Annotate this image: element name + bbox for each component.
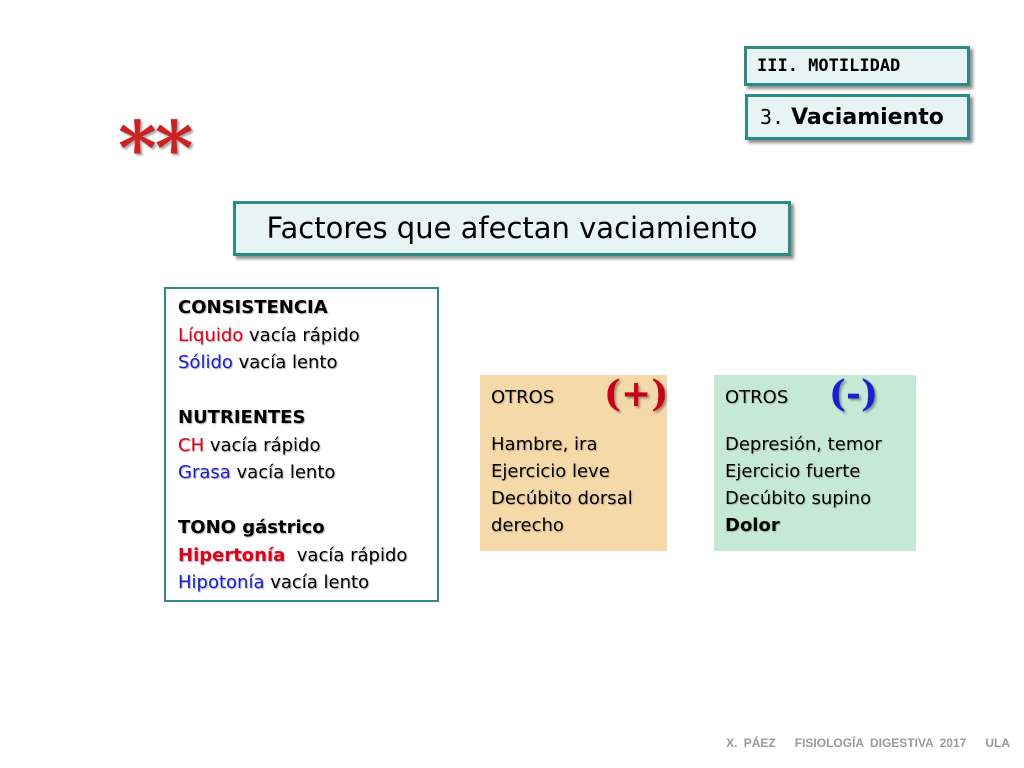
list-item: Decúbito dorsal xyxy=(491,488,633,509)
list-item: Depresión, temor xyxy=(725,434,882,455)
factors-list xyxy=(164,287,439,602)
negative-sign: (-) xyxy=(829,373,879,415)
list-item: Hambre, ira xyxy=(491,434,598,455)
negative-label: OTROS xyxy=(725,387,789,408)
section-label xyxy=(744,46,970,86)
liquido-effect: vacía rápido xyxy=(243,324,360,346)
section-text: III. MOTILIDAD xyxy=(757,56,901,76)
liquido-term: Líquido xyxy=(178,324,244,346)
list-item: derecho xyxy=(491,515,564,536)
solido-term: Sólido xyxy=(178,352,233,373)
hipotonia-effect: vacía lento xyxy=(264,572,370,593)
subsection-label xyxy=(745,94,970,140)
positive-label: OTROS xyxy=(491,387,555,408)
subsection-title: Vaciamiento xyxy=(791,105,944,130)
subsection-number: 3. xyxy=(760,105,785,129)
nutrientes-heading: NUTRIENTES xyxy=(178,407,306,428)
ch-term: CH xyxy=(178,434,205,456)
list-item: Dolor xyxy=(725,515,780,536)
list-item: Decúbito supino xyxy=(725,488,872,509)
hipertonia-term: Hipertonía xyxy=(178,544,286,566)
list-item: Ejercicio leve xyxy=(491,461,610,482)
list-item xyxy=(178,459,437,487)
grasa-term: Grasa xyxy=(178,462,231,483)
footer-credit xyxy=(726,736,1010,750)
asterisk-marker: ** xyxy=(118,106,192,192)
list-item xyxy=(178,569,437,597)
negative-factors-panel xyxy=(714,375,916,551)
hipotonia-term: Hipotonía xyxy=(178,572,265,593)
list-item xyxy=(178,432,437,460)
ch-effect: vacía rápido xyxy=(204,434,321,456)
consistencia-heading: CONSISTENCIA xyxy=(178,297,328,318)
tono-heading: TONO gástrico xyxy=(178,517,325,538)
slide-title-text: Factores que afectan vaciamiento xyxy=(266,211,758,245)
footer-text: X. PÁEZ FISIOLOGÍA DIGESTIVA 2017 ULA xyxy=(726,736,1010,750)
slide-title xyxy=(233,201,791,256)
positive-factors-panel xyxy=(480,375,667,551)
list-item: Ejercicio fuerte xyxy=(725,461,861,482)
positive-sign: (+) xyxy=(604,373,669,415)
grasa-effect: vacía lento xyxy=(230,462,336,483)
list-item xyxy=(178,542,437,570)
list-item xyxy=(178,349,437,377)
list-item xyxy=(178,322,437,350)
solido-effect: vacía lento xyxy=(232,352,338,373)
hipertonia-effect: vacía rápido xyxy=(285,544,408,566)
